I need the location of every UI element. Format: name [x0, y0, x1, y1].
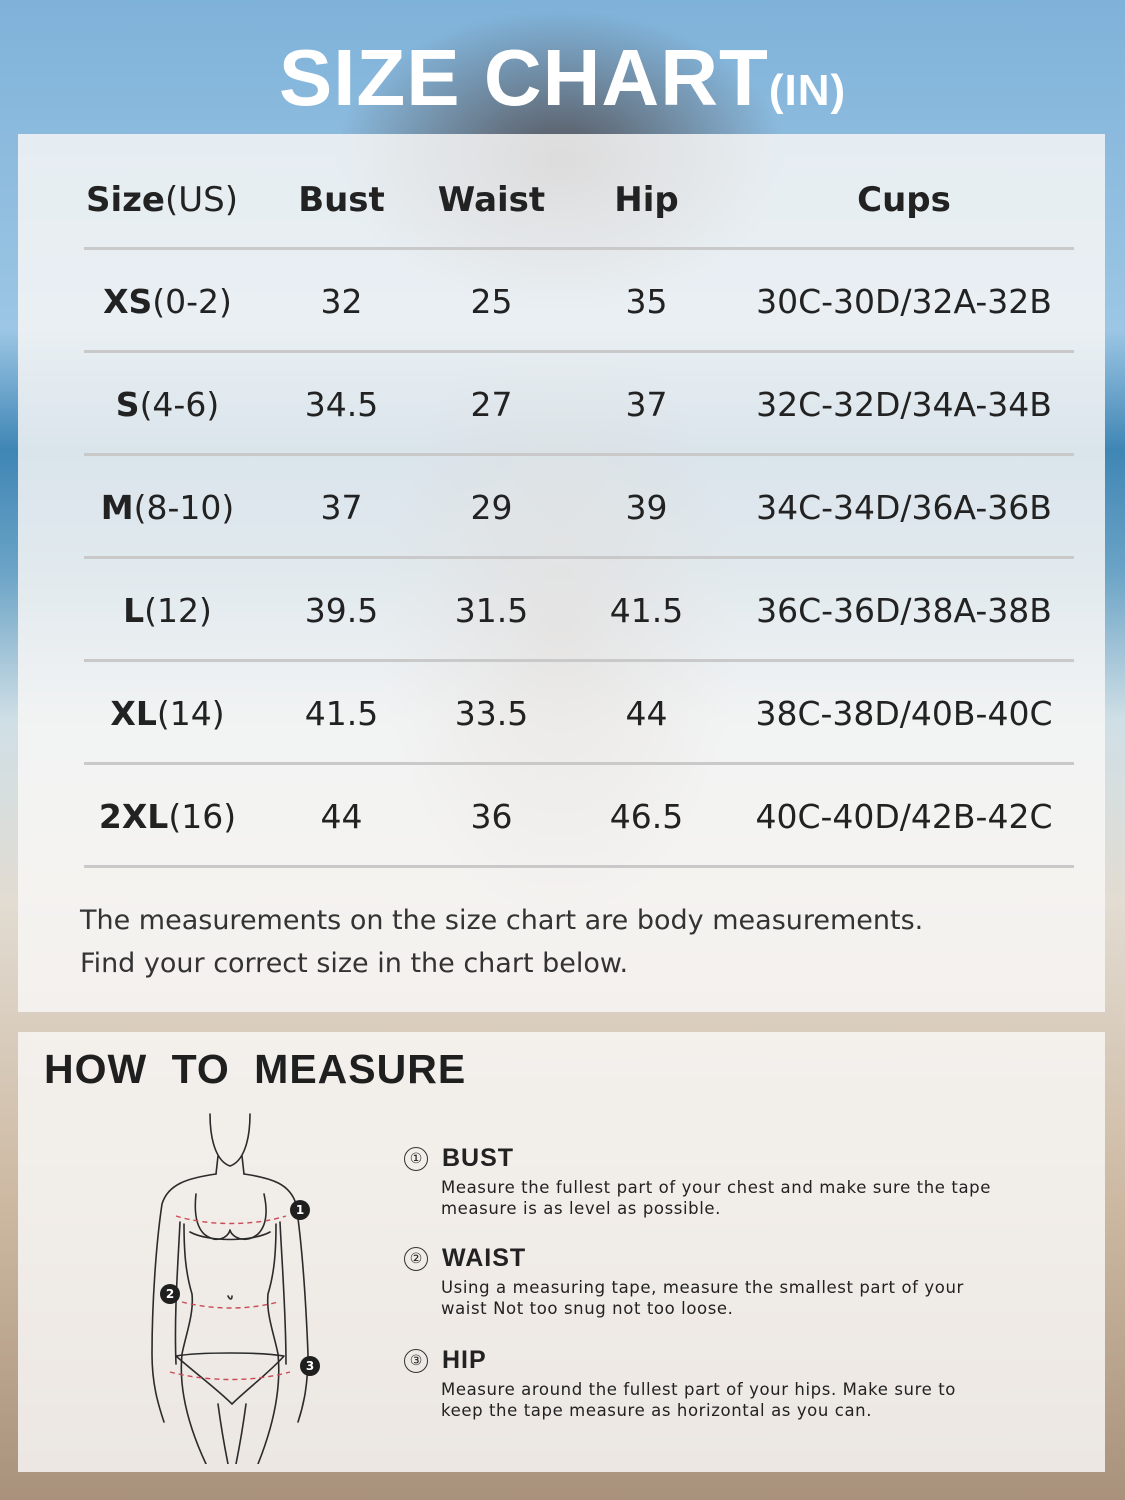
- how-to-measure-title: HOW TO MEASURE: [44, 1046, 467, 1092]
- hip-cell: 44: [625, 694, 668, 733]
- row-divider: [84, 865, 1074, 868]
- waist-cell: 33.5: [454, 694, 529, 733]
- waist-cell: 36: [470, 797, 513, 836]
- header-size: Size (US): [86, 180, 238, 220]
- table-row: [84, 559, 1074, 662]
- hip-cell: 41.5: [609, 591, 684, 630]
- number-circle-icon: ①: [404, 1147, 428, 1171]
- number-circle-icon: ②: [404, 1247, 428, 1271]
- bust-cell: 44: [320, 797, 363, 836]
- measure-label: BUST: [442, 1144, 515, 1172]
- marker-waist: 2: [165, 1287, 175, 1301]
- cups-cell: 36C-36D/38A-38B: [756, 591, 1052, 630]
- table-row: [84, 353, 1074, 456]
- size-table: [84, 134, 1074, 868]
- title-unit: (IN): [768, 66, 847, 115]
- hip-cell: 37: [625, 385, 668, 424]
- measure-item-waist: [404, 1244, 1084, 1319]
- marker-bust: 1: [295, 1203, 305, 1217]
- measure-item-bust: [404, 1144, 1084, 1219]
- bust-cell: 39.5: [304, 591, 379, 630]
- table-row: [84, 456, 1074, 559]
- size-cell: XL (14): [110, 694, 225, 733]
- table-row: [84, 250, 1074, 353]
- header-cups: Cups: [857, 180, 951, 220]
- table-header-row: [84, 134, 1074, 250]
- size-cell: XS (0-2): [103, 282, 232, 321]
- cups-cell: 32C-32D/34A-34B: [756, 385, 1052, 424]
- measure-description: Using a measuring tape, measure the smallest part of your waist Not too snug not too loose.: [441, 1278, 964, 1318]
- hip-cell: 46.5: [609, 797, 684, 836]
- bust-cell: 32: [320, 282, 363, 321]
- header-bust: Bust: [298, 180, 385, 220]
- header-hip: Hip: [614, 180, 679, 220]
- hip-cell: 35: [625, 282, 668, 321]
- measure-description: Measure the fullest part of your chest and make sure the tape measure is as level as possible.: [441, 1178, 991, 1218]
- waist-cell: 25: [470, 282, 513, 321]
- waist-cell: 29: [470, 488, 513, 527]
- body-measurement-illustration-icon: [118, 1104, 348, 1464]
- title-text: SIZE CHART: [278, 33, 769, 122]
- waist-cell: 27: [470, 385, 513, 424]
- bust-cell: 41.5: [304, 694, 379, 733]
- measure-label: HIP: [442, 1346, 487, 1374]
- cups-cell: 40C-40D/42B-42C: [755, 797, 1053, 836]
- page-title: [0, 28, 1125, 128]
- size-chart-panel: [18, 134, 1105, 1012]
- size-cell: L (12): [123, 591, 212, 630]
- table-row: [84, 662, 1074, 765]
- cups-cell: 30C-30D/32A-32B: [756, 282, 1052, 321]
- measure-item-hip: [404, 1346, 1084, 1421]
- size-cell: S (4-6): [115, 385, 220, 424]
- how-to-measure-panel: [18, 1032, 1105, 1472]
- note-line: Find your correct size in the chart below.: [80, 948, 629, 979]
- measure-description: Measure around the fullest part of your hips. Make sure to keep the tape measure as horizontal as you can.: [441, 1380, 956, 1420]
- waist-cell: 31.5: [454, 591, 529, 630]
- measurement-note: [80, 899, 1080, 985]
- hip-cell: 39: [625, 488, 668, 527]
- size-cell: M (8-10): [100, 488, 235, 527]
- bust-cell: 37: [320, 488, 363, 527]
- note-line: The measurements on the size chart are body measurements.: [80, 905, 924, 936]
- table-row: [84, 765, 1074, 868]
- number-circle-icon: ③: [404, 1349, 428, 1373]
- cups-cell: 34C-34D/36A-36B: [756, 488, 1052, 527]
- bust-cell: 34.5: [304, 385, 379, 424]
- marker-hip: 3: [305, 1359, 315, 1373]
- header-waist: Waist: [437, 180, 546, 220]
- cups-cell: 38C-38D/40B-40C: [755, 694, 1053, 733]
- measure-label: WAIST: [442, 1244, 527, 1272]
- size-cell: 2XL (16): [98, 797, 237, 836]
